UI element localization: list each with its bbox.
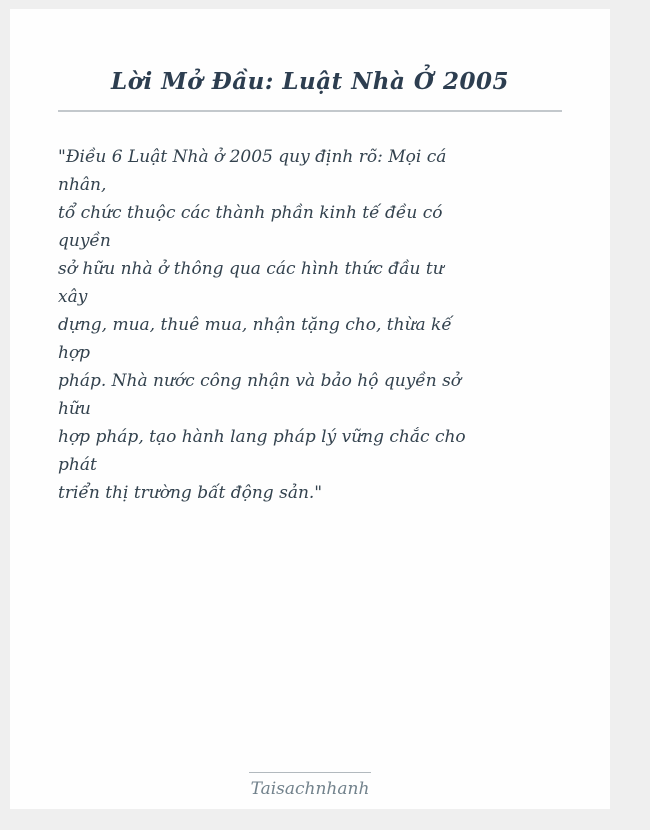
page-title: Lời Mở Đầu: Luật Nhà Ở 2005 (111, 68, 509, 95)
footer-brand: Taisachnhanh (250, 779, 370, 799)
document-page (10, 9, 610, 809)
quote-line: nhân, (58, 175, 107, 195)
quote-line: pháp. Nhà nước công nhận và bảo hộ quyền sở (58, 371, 462, 391)
quote-line: tổ chức thuộc các thành phần kinh tế đều có (58, 203, 443, 223)
quote-line: sở hữu nhà ở thông qua các hình thức đầu tư (58, 259, 444, 279)
page-footer (10, 772, 610, 799)
quote-line: hợp (58, 343, 91, 363)
quote-line: hợp pháp, tạo hành lang pháp lý vững chắc cho (58, 427, 466, 447)
quote-line: "Điều 6 Luật Nhà ở 2005 quy định rõ: Mọi cá (58, 147, 447, 167)
quote-line: xây (58, 287, 88, 307)
quote-line: phát (58, 455, 97, 475)
quote-line: quyền (58, 231, 111, 251)
footer-divider (249, 772, 371, 773)
quote-line: hữu (58, 399, 91, 419)
quote-text (58, 143, 564, 507)
title-divider (58, 110, 562, 112)
quote-line: triển thị trường bất động sản." (58, 483, 323, 503)
quote-line: dựng, mua, thuê mua, nhận tặng cho, thừa kế (58, 315, 452, 335)
